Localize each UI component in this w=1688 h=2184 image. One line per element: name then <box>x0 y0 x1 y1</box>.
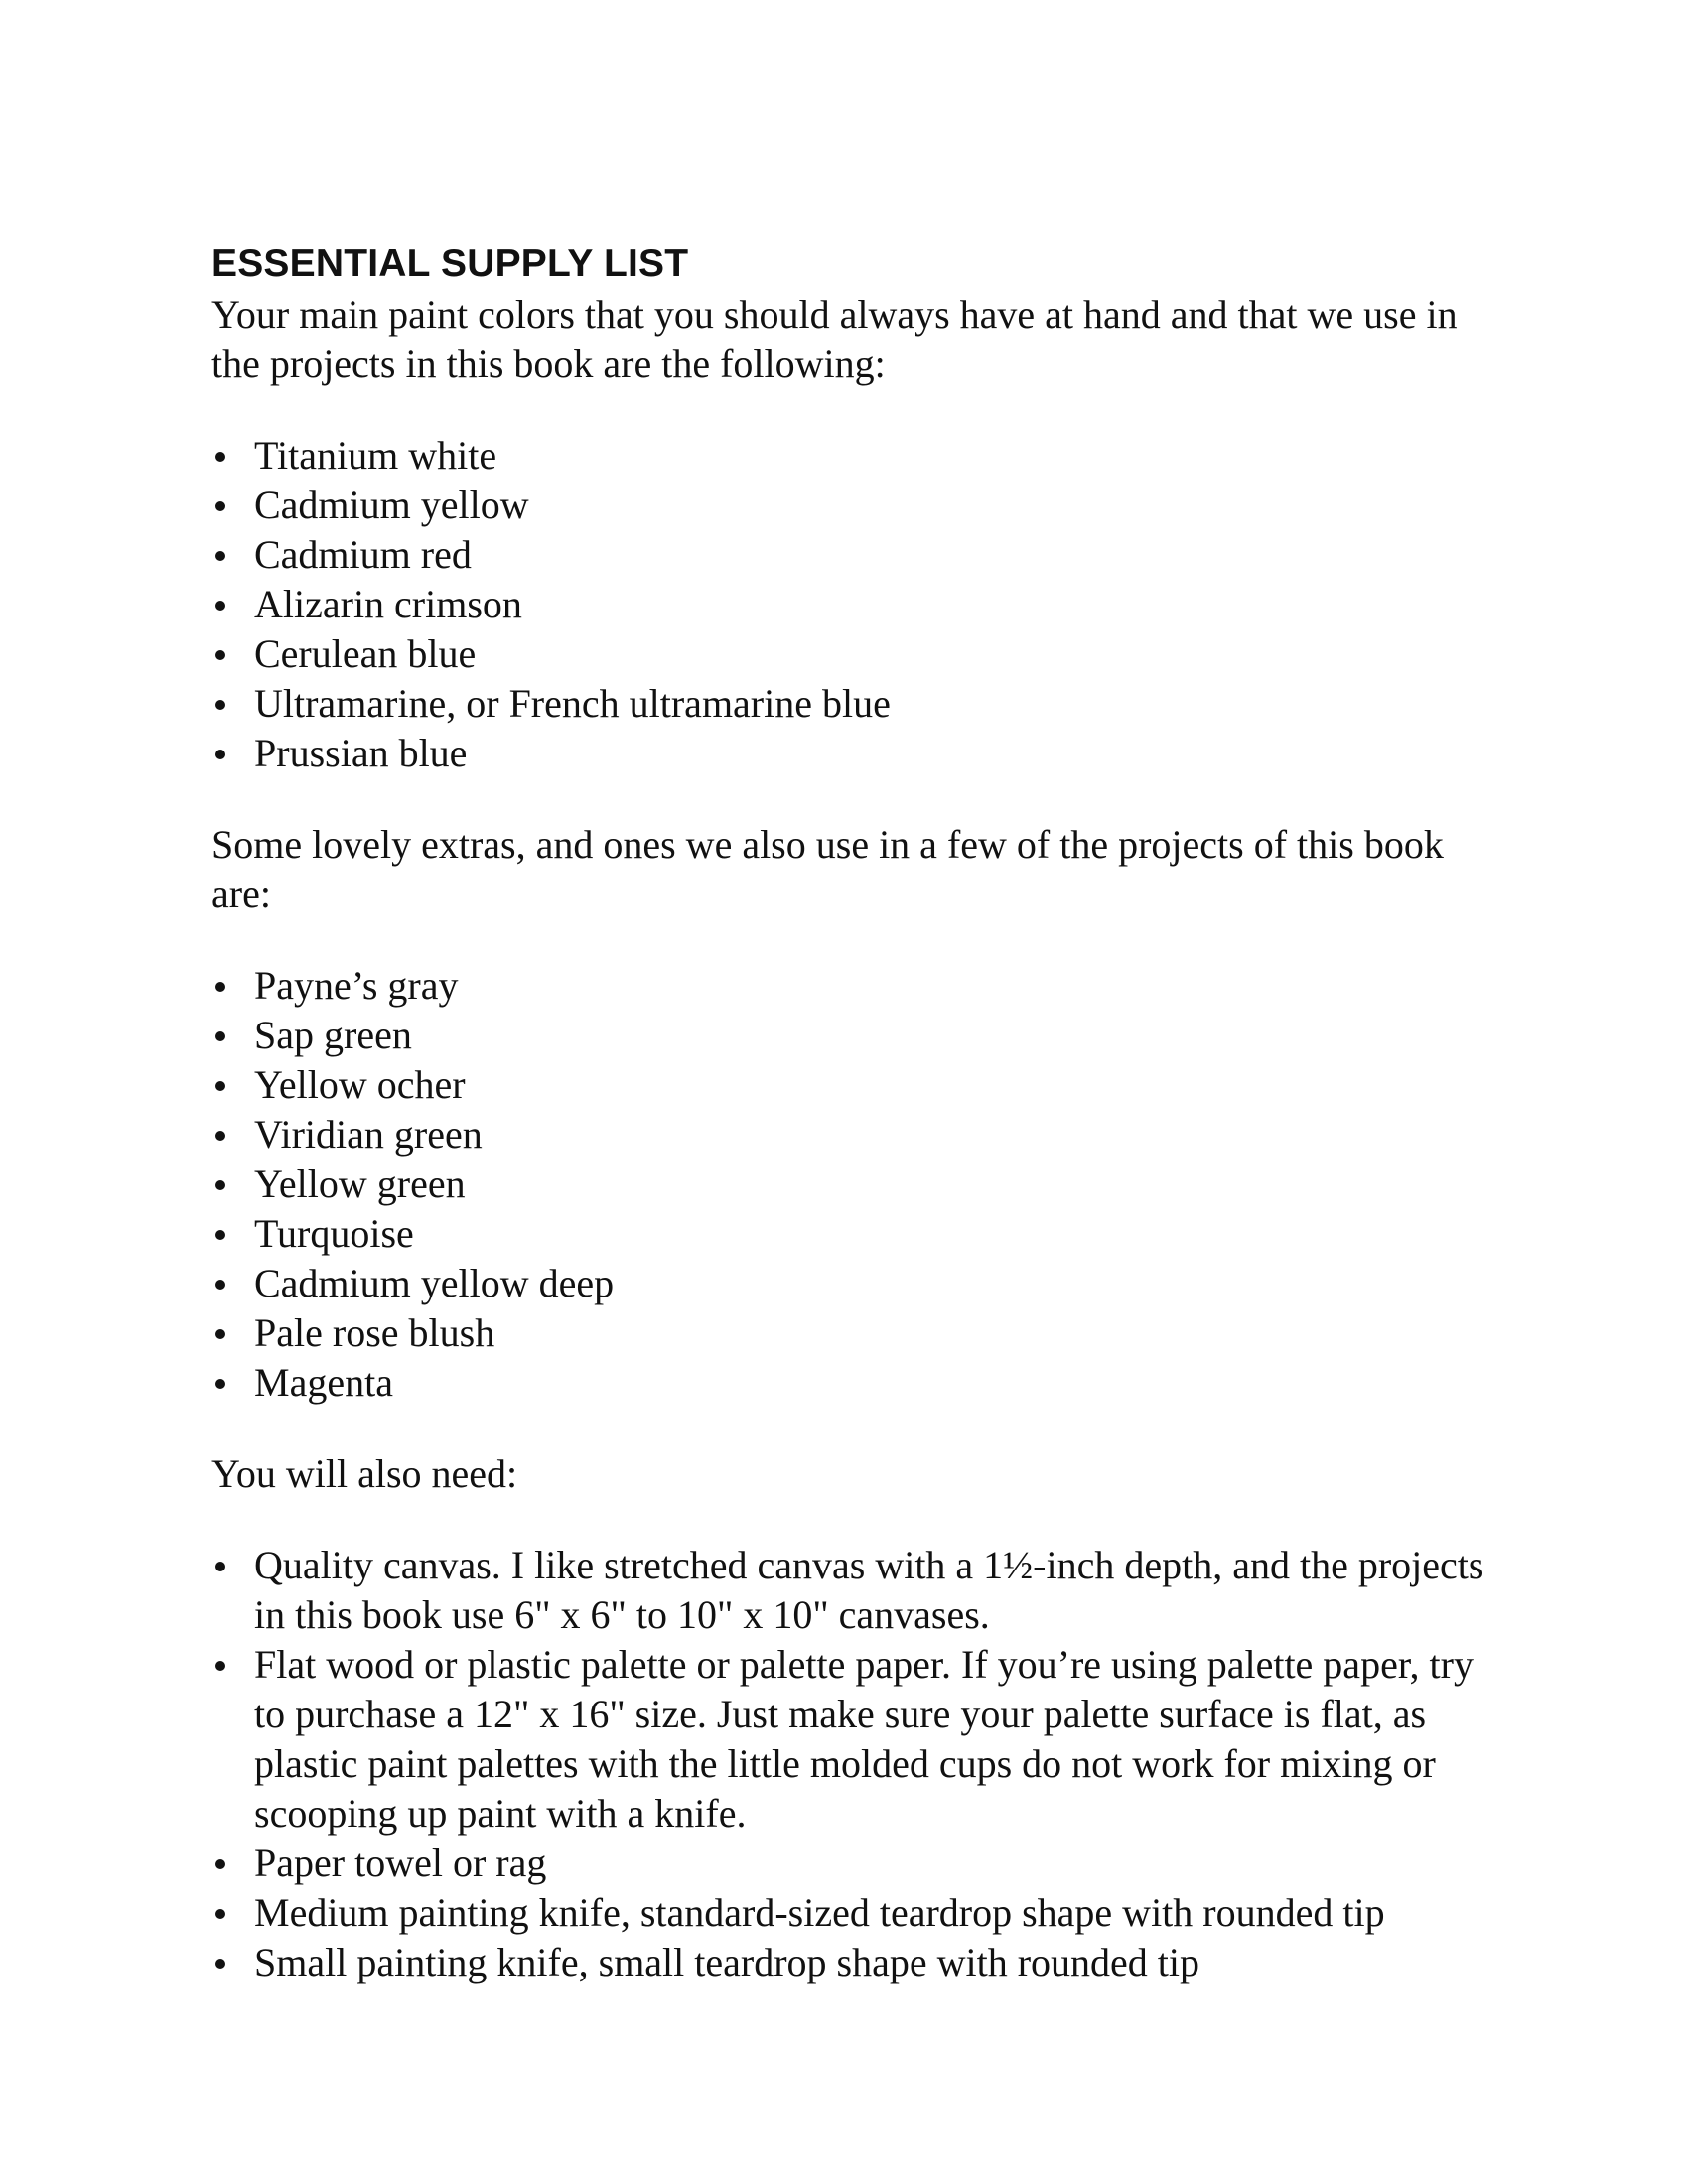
list-item <box>211 1839 1492 1888</box>
list-item <box>211 530 1492 580</box>
list-item-text: Yellow ocher <box>254 1062 466 1107</box>
main-colors-list <box>211 431 1492 778</box>
list-item <box>211 1060 1492 1110</box>
list-item <box>211 1888 1492 1938</box>
list-item-text: Yellow green <box>254 1161 466 1206</box>
list-item-text: Cerulean blue <box>254 631 477 676</box>
list-item <box>211 1160 1492 1209</box>
bullet-icon <box>215 1131 225 1141</box>
document-page <box>211 238 1492 1987</box>
bullet-icon <box>215 1180 225 1190</box>
list-item-text: Small painting knife, small teardrop shape with rounded tip <box>254 1940 1200 1984</box>
list-item-text: Cadmium red <box>254 532 472 577</box>
list-item-text: Turquoise <box>254 1211 414 1256</box>
list-item <box>211 1541 1492 1640</box>
list-item <box>211 629 1492 679</box>
list-item <box>211 1110 1492 1160</box>
list-item-text: Magenta <box>254 1360 393 1405</box>
bullet-icon <box>215 601 225 611</box>
list-item-text: Quality canvas. I like stretched canvas with a 1½-inch depth, and the projects in this book use 6" x 6" to 10" x 10" canvases. <box>254 1543 1484 1637</box>
bullet-icon <box>215 982 225 992</box>
list-item <box>211 961 1492 1011</box>
bullet-icon <box>215 750 225 759</box>
also-need-paragraph: You will also need: <box>211 1451 518 1496</box>
extra-colors-list <box>211 961 1492 1408</box>
bullet-icon <box>215 1031 225 1041</box>
intro-paragraph: Your main paint colors that you should always have at hand and that we use in the projects in this book are the following: <box>211 292 1458 386</box>
list-item <box>211 1259 1492 1308</box>
list-item-text: Medium painting knife, standard-sized teardrop shape with rounded tip <box>254 1890 1385 1935</box>
list-item <box>211 1938 1492 1987</box>
bullet-icon <box>215 452 225 462</box>
bullet-icon <box>215 1329 225 1339</box>
list-item <box>211 431 1492 480</box>
bullet-icon <box>215 501 225 511</box>
list-item-text: Sap green <box>254 1013 412 1057</box>
list-item-text: Viridian green <box>254 1112 483 1157</box>
list-item-text: Payne’s gray <box>254 963 459 1008</box>
list-item <box>211 1640 1492 1839</box>
list-item-text: Alizarin crimson <box>254 582 522 626</box>
list-item-text: Cadmium yellow <box>254 482 529 527</box>
bullet-icon <box>215 650 225 660</box>
bullet-icon <box>215 1959 225 1969</box>
list-item-text: Flat wood or plastic palette or palette paper. If you’re using palette paper, try to purchase a 12" x 16" size. Just make sure your palette surface is flat, as plastic paint palettes with the little molded cups do not work for mixing or scooping up paint with a knife. <box>254 1642 1474 1836</box>
bullet-icon <box>215 1859 225 1869</box>
list-item <box>211 480 1492 530</box>
extras-paragraph: Some lovely extras, and ones we also use in a few of the projects of this book are: <box>211 822 1444 916</box>
page-title: ESSENTIAL SUPPLY LIST <box>211 242 689 285</box>
list-item <box>211 580 1492 629</box>
bullet-icon <box>215 1909 225 1919</box>
list-item <box>211 1011 1492 1060</box>
list-item <box>211 1209 1492 1259</box>
supplies-list <box>211 1541 1492 1987</box>
bullet-icon <box>215 1081 225 1091</box>
list-item-text: Cadmium yellow deep <box>254 1261 615 1305</box>
bullet-icon <box>215 1379 225 1389</box>
list-item <box>211 1358 1492 1408</box>
list-item <box>211 1308 1492 1358</box>
list-item-text: Prussian blue <box>254 731 468 775</box>
list-item-text: Titanium white <box>254 433 497 478</box>
bullet-icon <box>215 1280 225 1290</box>
list-item-text: Paper towel or rag <box>254 1841 547 1885</box>
list-item-text: Pale rose blush <box>254 1310 495 1355</box>
bullet-icon <box>215 551 225 561</box>
list-item <box>211 679 1492 729</box>
bullet-icon <box>215 1562 225 1571</box>
list-item-text: Ultramarine, or French ultramarine blue <box>254 681 891 726</box>
bullet-icon <box>215 1661 225 1671</box>
bullet-icon <box>215 1230 225 1240</box>
bullet-icon <box>215 700 225 710</box>
list-item <box>211 729 1492 778</box>
